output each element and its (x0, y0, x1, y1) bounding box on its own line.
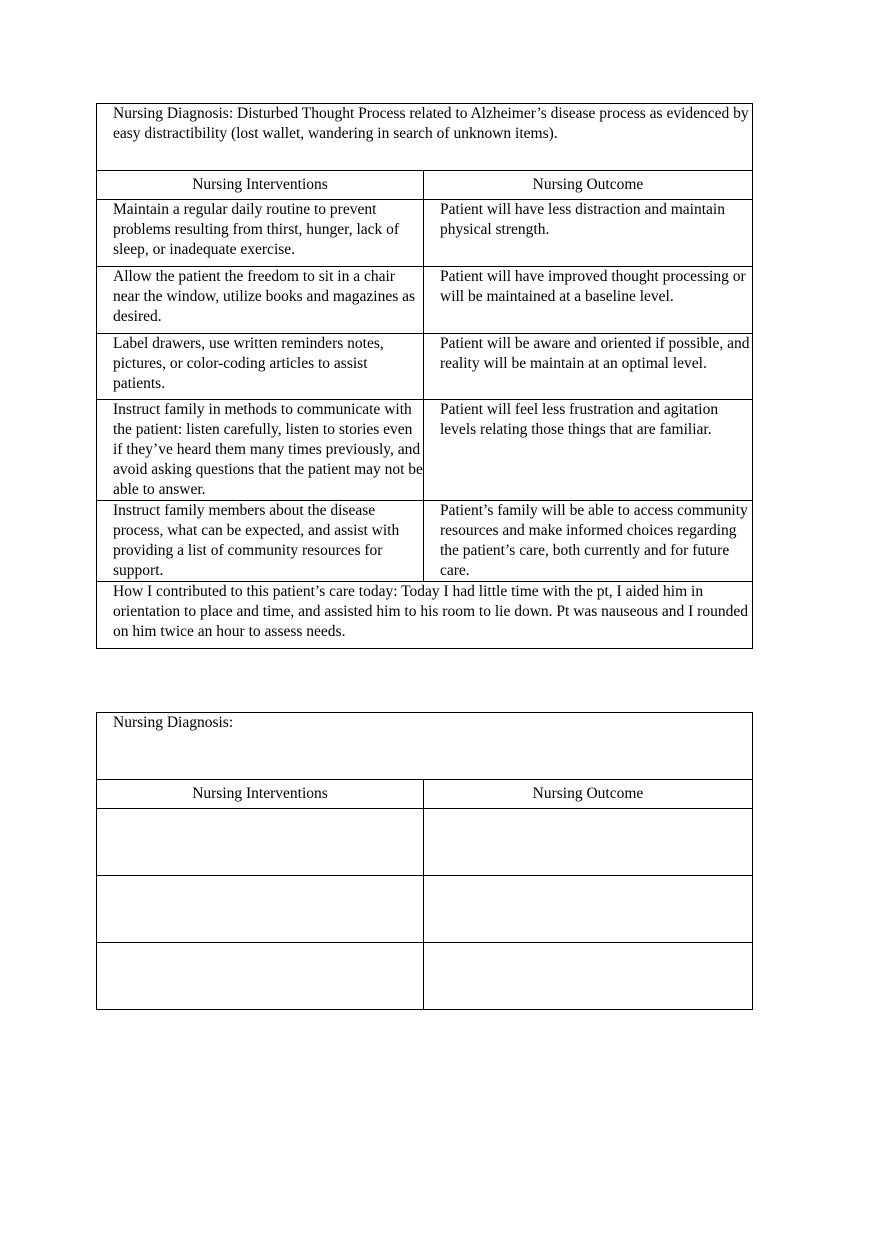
table-row (97, 400, 753, 501)
outcome-header: Nursing Outcome (424, 780, 753, 809)
intervention-cell: Instruct family members about the disease process, what can be expected, and assist with providing a list of community resources for support. (97, 501, 424, 582)
intervention-cell: Allow the patient the freedom to sit in a chair near the window, utilize books and magazines as desired. (97, 267, 424, 334)
empty-outcome-cell[interactable] (424, 943, 753, 1010)
outcome-cell: Patient will feel less frustration and agitation levels relating those things that are familiar. (424, 400, 753, 501)
table-row (97, 501, 753, 582)
empty-outcome-cell[interactable] (424, 809, 753, 876)
outcome-cell: Patient will have less distraction and maintain physical strength. (424, 200, 753, 267)
nursing-diagnosis-cell[interactable] (97, 713, 753, 780)
empty-intervention-cell[interactable] (97, 809, 424, 876)
care-plan-table-2 (96, 712, 753, 1010)
table-row (97, 200, 753, 267)
empty-intervention-cell[interactable] (97, 876, 424, 943)
empty-intervention-cell[interactable] (97, 943, 424, 1010)
table-row (97, 943, 753, 1010)
interventions-header: Nursing Interventions (97, 171, 424, 200)
care-plan-table-1 (96, 103, 753, 649)
empty-outcome-cell[interactable] (424, 876, 753, 943)
intervention-cell: Instruct family in methods to communicate with the patient: listen carefully, listen to stories even if they’ve heard them many times previously, and avoid asking questions that the patient may not be able to answer. (97, 400, 424, 501)
nursing-diagnosis-label: Nursing Diagnosis: (113, 714, 234, 731)
table-row (97, 876, 753, 943)
interventions-header: Nursing Interventions (97, 780, 424, 809)
intervention-cell: Label drawers, use written reminders notes, pictures, or color-coding articles to assist patients. (97, 334, 424, 400)
table-row (97, 809, 753, 876)
outcome-cell: Patient will have improved thought processing or will be maintained at a baseline level. (424, 267, 753, 334)
outcome-cell: Patient’s family will be able to access community resources and make informed choices regarding the patient’s care, both currently and for future care. (424, 501, 753, 582)
outcome-cell: Patient will be aware and oriented if possible, and reality will be maintain at an optimal level. (424, 334, 753, 400)
contribution-cell: How I contributed to this patient’s care today: Today I had little time with the pt, I aided him in orientation to place and time, and assisted him to his room to lie down. Pt was nauseous and I rounded on him twice an hour to assess needs. (97, 582, 753, 649)
intervention-cell: Maintain a regular daily routine to prevent problems resulting from thirst, hunger, lack of sleep, or inadequate exercise. (97, 200, 424, 267)
nursing-diagnosis-cell (97, 104, 753, 171)
outcome-header: Nursing Outcome (424, 171, 753, 200)
table-row (97, 267, 753, 334)
nursing-diagnosis-text: Nursing Diagnosis: Disturbed Thought Process related to Alzheimer’s disease process as evidenced by easy distractibility (lost wallet, wandering in search of unknown items). (113, 105, 749, 142)
table-row (97, 334, 753, 400)
